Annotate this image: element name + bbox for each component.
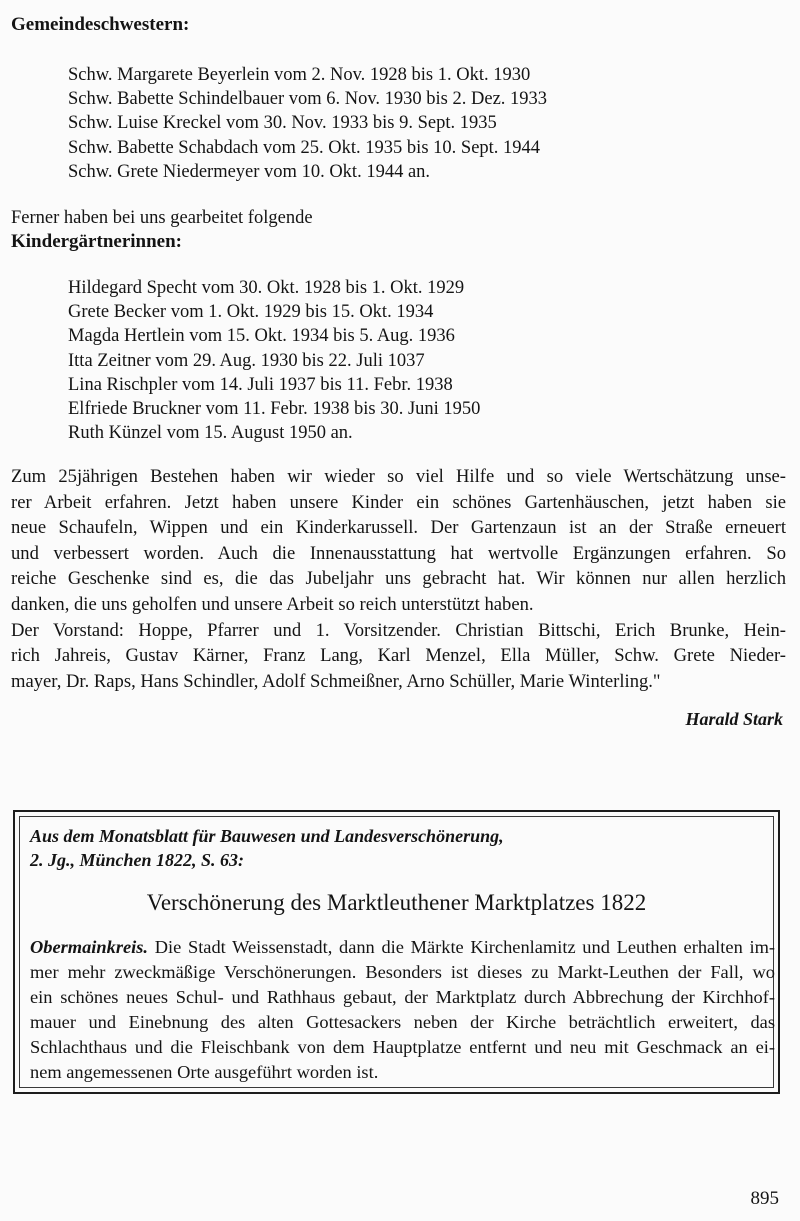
list-item: Schw. Babette Schindelbauer vom 6. Nov. 1930 bis 2. Dez. 1933 [68, 89, 548, 110]
excerpt-lead: Obermainkreis. [30, 937, 149, 957]
gemeindeschwestern-heading: Gemeindeschwestern: [11, 14, 190, 35]
list-item: Schw. Babette Schabdach vom 25. Okt. 1935 bis 10. Sept. 1944 [68, 137, 541, 158]
excerpt-text [30, 935, 775, 1085]
list-item: Itta Zeitner vom 29. Aug. 1930 bis 22. Juli 1037 [68, 350, 425, 371]
text-line-rest: Die Stadt Weissenstadt, dann die Märkte Kirchenlamitz und Leuthen erhalten im- [148, 937, 775, 957]
list-item: Elfriede Bruckner vom 11. Febr. 1938 bis 30. Juni 1950 [68, 399, 481, 420]
text-line: mer mehr zweckmäßige Verschönerungen. Besonders ist dieses zu Markt-Leuthen der Fall, wo [30, 962, 775, 982]
text-line: Der Vorstand: Hoppe, Pfarrer und 1. Vorsitzender. Christian Bittschi, Erich Brunke, Hein- [11, 619, 786, 641]
text-line: reiche Geschenke sind es, die das Jubeljahr uns gebracht hat. Wir können nur allen herzlich [11, 568, 786, 590]
page-number: 895 [750, 1188, 779, 1209]
kindergarten-heading: Kindergärtnerinnen: [11, 231, 182, 252]
list-item: Magda Hertlein vom 15. Okt. 1934 bis 5. Aug. 1936 [68, 326, 455, 347]
author-signature: Harald Stark [685, 709, 783, 729]
source-citation [30, 824, 504, 872]
list-item: Hildegard Specht vom 30. Okt. 1928 bis 1. Okt. 1929 [68, 278, 465, 298]
text-line: ein schönes neues Schul- und Rathhaus gebaut, der Marktplatz durch Abbrechung der Kirchhof- [30, 987, 775, 1007]
text-line: und verbessert worden. Auch die Innenausstattung hat wertvolle Ergänzungen erfahren. So [11, 542, 786, 564]
kindergarten-list [68, 276, 480, 445]
list-item: Schw. Luise Kreckel vom 30. Nov. 1933 bis 9. Sept. 1935 [68, 113, 497, 134]
list-item: Schw. Grete Niedermeyer vom 10. Okt. 1944 an. [68, 161, 431, 182]
text-line: danken, die uns geholfen und unsere Arbeit so reich unterstützt haben. [11, 593, 534, 615]
text-line: rer Arbeit erfahren. Jetzt haben unsere Kinder ein schönes Gartenhäuschen, jetzt haben sie [11, 491, 786, 513]
closing-paragraph [11, 464, 786, 694]
source-line: Aus dem Monatsblatt für Bauwesen und Landesverschönerung, [30, 826, 504, 846]
text-line: nem angemessenen Orte ausgeführt worden ist. [30, 1062, 379, 1082]
list-item: Grete Becker vom 1. Okt. 1929 bis 15. Okt. 1934 [68, 302, 434, 323]
historical-excerpt-box [13, 810, 780, 1094]
text-line: mayer, Dr. Raps, Hans Schindler, Adolf Schmeißner, Arno Schüller, Marie Winterling." [11, 670, 661, 692]
source-line: 2. Jg., München 1822, S. 63: [30, 850, 245, 870]
list-item: Schw. Margarete Beyerlein vom 2. Nov. 1928 bis 1. Okt. 1930 [68, 65, 531, 85]
text-line: mauer und Einebnung des alten Gottesackers neben der Kirche beträchtlich erweitert, das [30, 1012, 775, 1032]
text-line: rich Jahreis, Gustav Kärner, Franz Lang, Karl Menzel, Ella Müller, Schw. Grete Nieder- [11, 645, 786, 667]
text-line [30, 935, 775, 960]
list-item: Lina Rischpler vom 14. Juli 1937 bis 11. Febr. 1938 [68, 374, 453, 395]
list-item: Ruth Künzel vom 15. August 1950 an. [68, 423, 353, 444]
text-line: Schlachthaus und die Fleischbank von dem Hauptplatze entfernt und neu mit Geschmack an ei- [30, 1037, 775, 1057]
excerpt-title: Verschönerung des Marktleuthener Marktplatzes 1822 [146, 890, 647, 915]
gemeindeschwestern-list [68, 63, 547, 184]
text-line: Zum 25jährigen Bestehen haben wir wieder so viel Hilfe und so viele Wertschätzung unse- [11, 466, 786, 487]
box-inner-frame [19, 816, 774, 1088]
kindergarten-intro: Ferner haben bei uns gearbeitet folgende [11, 208, 313, 228]
text-line: neue Schaufeln, Wippen und ein Kinderkarussell. Der Gartenzaun ist an der Straße erneuert [11, 517, 786, 539]
